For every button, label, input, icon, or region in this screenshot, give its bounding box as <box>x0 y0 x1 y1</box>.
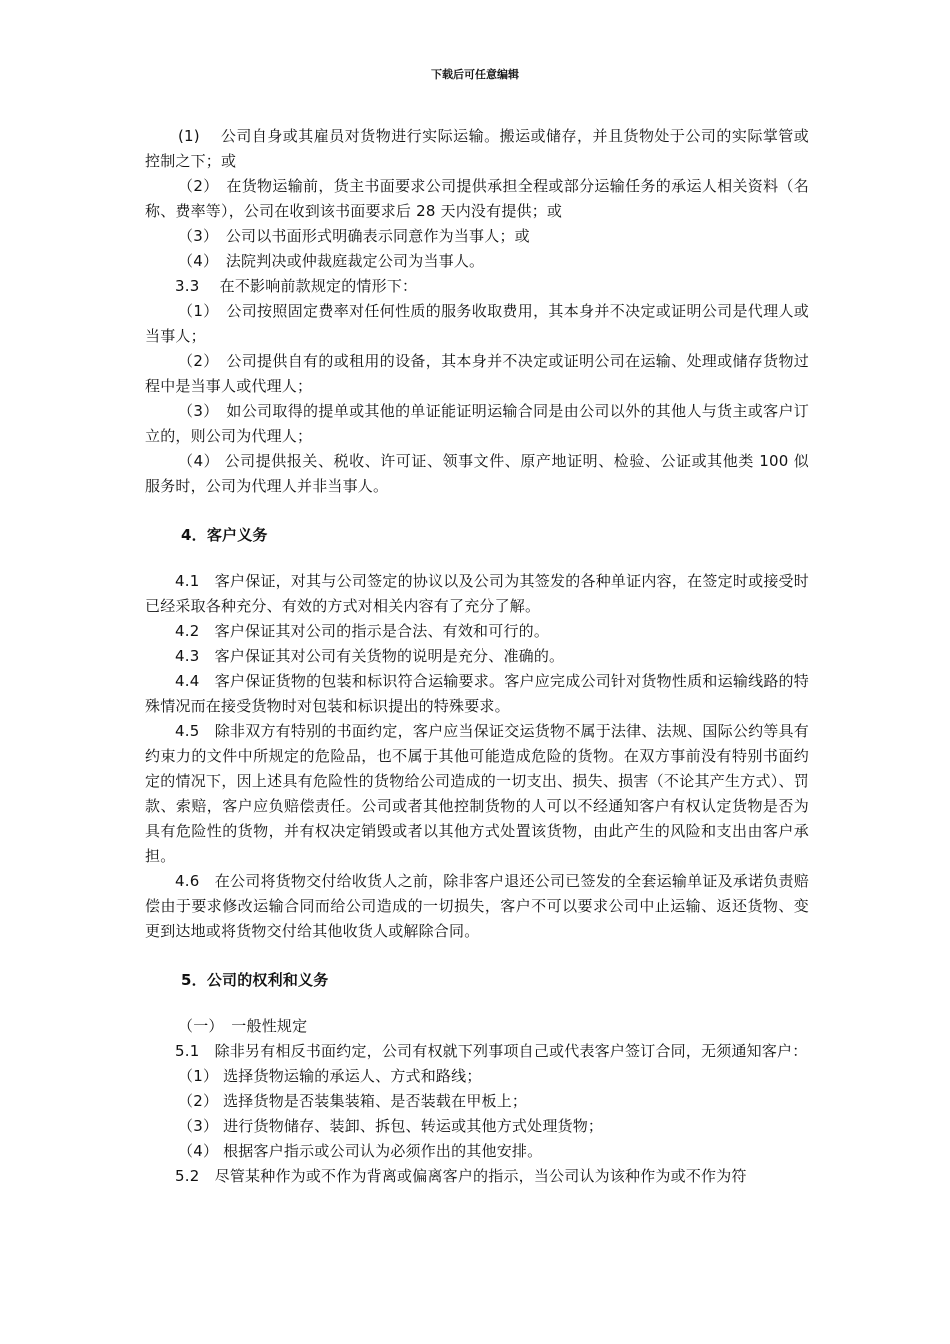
paragraph: 3.3 在不影响前款规定的情形下： <box>175 277 418 295</box>
paragraph: （1） 选择货物运输的承运人、方式和路线； <box>178 1067 482 1085</box>
paragraph: (1) 公司自身或其雇员对货物进行实际运输。搬运或储存，并且货物处于公司的实际掌管或控制之下；或 <box>145 127 809 170</box>
paragraph: 4.4 客户保证货物的包装和标识符合运输要求。客户应完成公司针对货物性质和运输线路的特殊情况而在接受货物时对包装和标识提出的特殊要求。 <box>145 672 809 715</box>
paragraph: 5.1 除非另有相反书面约定，公司有权就下列事项自己或代表客户签订合同，无须通知客户： <box>175 1042 808 1060</box>
paragraph: 4.3 客户保证其对公司有关货物的说明是充分、准确的。 <box>175 647 565 665</box>
paragraph: （3） 公司以书面形式明确表示同意作为当事人；或 <box>178 227 530 245</box>
paragraph: （4） 公司提供报关、税收、许可证、领事文件、原产地证明、检验、公证或其他类 100 似服务时，公司为代理人并非当事人。 <box>145 452 809 495</box>
section-heading-5: 5．公司的权利和义务 <box>181 971 329 989</box>
paragraph: 4.2 客户保证其对公司的指示是合法、有效和可行的。 <box>175 622 550 640</box>
paragraph: （2） 公司提供自有的或租用的设备，其本身并不决定或证明公司在运输、处理或储存货物过程中是当事人或代理人； <box>145 352 809 395</box>
paragraph: （3） 进行货物储存、装卸、拆包、转运或其他方式处理货物； <box>178 1117 604 1135</box>
paragraph: （1） 公司按照固定费率对任何性质的服务收取费用，其本身并不决定或证明公司是代理人或当事人； <box>145 302 809 345</box>
paragraph: 4.6 在公司将货物交付给收货人之前，除非客户退还公司已签发的全套运输单证及承诺负责赔偿由于要求修改运输合同而给公司造成的一切损失，客户不可以要求公司中止运输、返还货物、变更到达地或将货物交付给其他收货人或解除合同。 <box>145 872 809 940</box>
document-body <box>145 124 809 1189</box>
paragraph: 4.5 除非双方有特别的书面约定，客户应当保证交运货物不属于法律、法规、国际公约等具有约束力的文件中所规定的危险品，也不属于其他可能造成危险的货物。在双方事前没有特别书面约定的情况下，因上述具有危险性的货物给公司造成的一切支出、损失、损害（不论其产生方式）、罚款、索赔，客户应负赔偿责任。公司或者其他控制货物的人可以不经通知客户有权认定货物是否为具有危险性的货物，并有权决定销毁或者以其他方式处置该货物，由此产生的风险和支出由客户承担。 <box>145 722 809 865</box>
paragraph: （3） 如公司取得的提单或其他的单证能证明运输合同是由公司以外的其他人与货主或客户订立的，则公司为代理人； <box>145 402 809 445</box>
paragraph: （2） 选择货物是否装集装箱、是否装载在甲板上； <box>178 1092 528 1110</box>
paragraph: （4） 根据客户指示或公司认为必须作出的其他安排。 <box>178 1142 543 1160</box>
paragraph: 4.1 客户保证，对其与公司签定的协议以及公司为其签发的各种单证内容，在签定时或接受时已经采取各种充分、有效的方式对相关内容有了充分了解。 <box>145 572 809 615</box>
paragraph: （4） 法院判决或仲裁庭裁定公司为当事人。 <box>178 252 485 270</box>
paragraph: （2） 在货物运输前，货主书面要求公司提供承担全程或部分运输任务的承运人相关资料（名称、费率等），公司在收到该书面要求后 28 天内没有提供；或 <box>145 177 809 220</box>
page-header: 下载后可任意编辑 <box>431 68 519 81</box>
section-heading-4: 4．客户义务 <box>181 526 268 544</box>
paragraph: 5.2 尽管某种作为或不作为背离或偏离客户的指示，当公司认为该种作为或不作为符 <box>175 1167 747 1185</box>
paragraph: （一） 一般性规定 <box>178 1017 308 1035</box>
